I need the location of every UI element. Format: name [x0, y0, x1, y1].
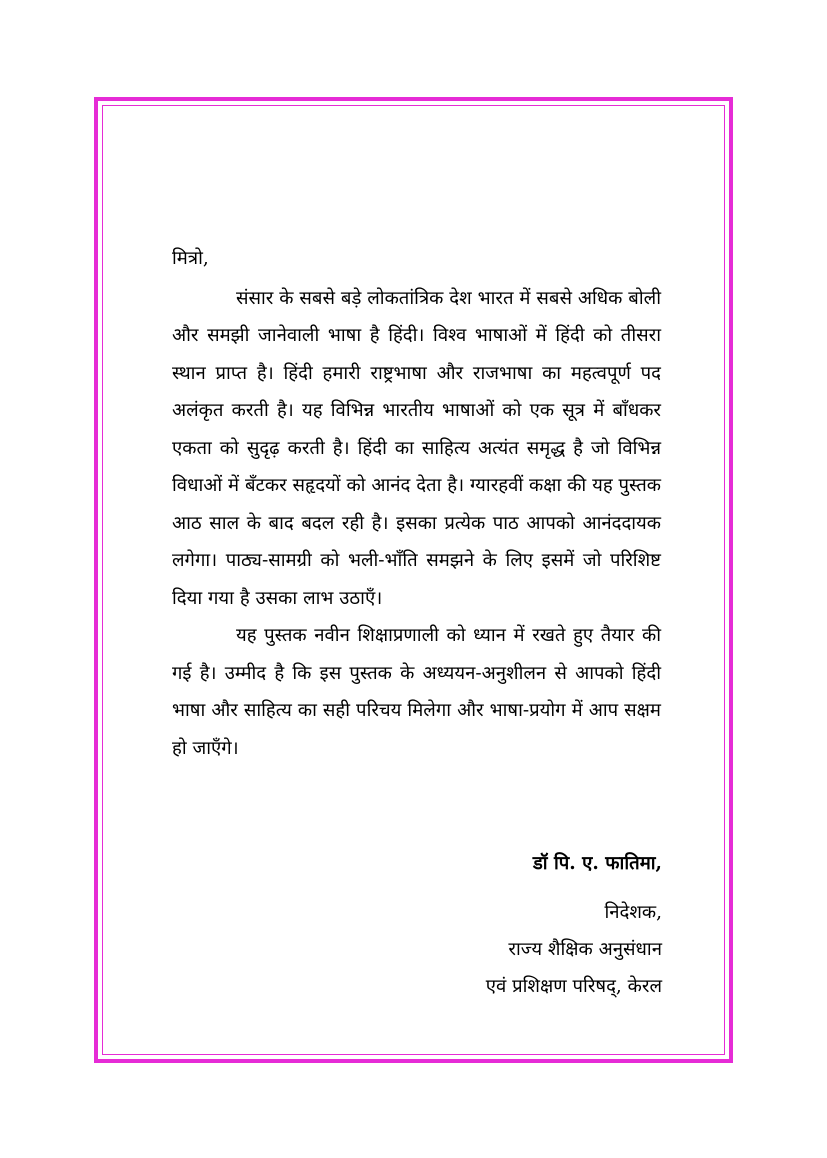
organization-line-1: राज्य शैक्षिक अनुसंधान — [508, 939, 662, 960]
paragraph-1: संसार के सबसे बड़े लोकतांत्रिक देश भारत में सबसे अधिक बोली और समझी जानेवाली भाषा है हिंदी। विश्व भाषाओं में हिंदी को तीसरा स्थान प्राप्त है। हिंदी हमारी राष्ट्रभाषा और राजभाषा का महत्वपूर्ण पद अलंकृत करती है। यह विभिन्न भारतीय भाषाओं को एक सूत्र में बाँधकर एकता को सुदृढ़ करती है। हिंदी का साहित्य अत्यंत समृद्ध है जो विभिन्न विधाओं में बँटकर सहृदयों को आनंद देता है। ग्यारहवीं कक्षा की यह पुस्तक आठ साल के बाद बदल रही है। इसका प्रत्येक पाठ आपको आनंददायक लगेगा। पाठ्य-सामग्री को भली-भाँति समझने के लिए इसमें जो परिशिष्ट दिया गया है उसका लाभ उठाएँ। — [172, 287, 661, 609]
paragraph-2: यह पुस्तक नवीन शिक्षाप्रणाली को ध्यान में रखते हुए तैयार की गई है। उम्मीद है कि इस पुस्तक के अध्ययन-अनुशीलन से आपको हिंदी भाषा और साहित्य का सही परिचय मिलेगा और भाषा-प्रयोग में आप सक्षम हो जाएँगे। — [172, 625, 661, 759]
organization-line-2: एवं प्रशिक्षण परिषद्, केरल — [485, 976, 662, 997]
salutation: मित्रो, — [172, 248, 209, 269]
signatory-designation: निदेशक, — [604, 902, 662, 923]
signature-block — [380, 845, 662, 1005]
signatory-name: डॉ पि. ए. फातिमा, — [532, 853, 662, 874]
letter-body — [172, 240, 661, 767]
